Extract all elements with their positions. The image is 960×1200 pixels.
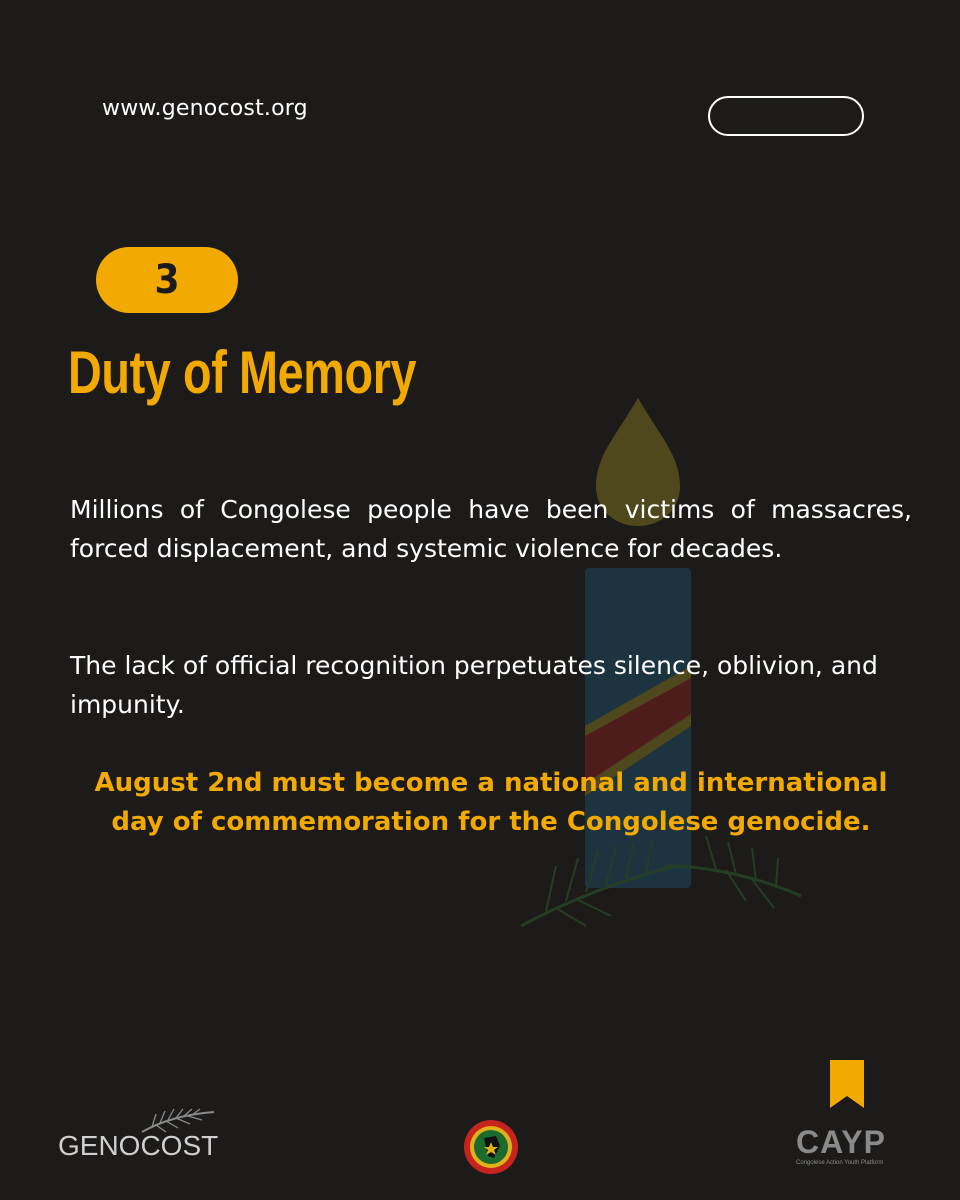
page-title: Duty of Memory (68, 339, 417, 406)
slide-number-badge (96, 247, 238, 313)
commemoration-statement: August 2nd must become a national and international day of commemoration for the Congolese genocide. (94, 768, 888, 837)
seal-icon (462, 1118, 520, 1176)
cayp-subtitle: Congolese Action Youth Platform (796, 1160, 884, 1166)
paragraph-recognition: The lack of official recognition perpetuates silence, oblivion, and impunity. (70, 651, 878, 719)
outline-pill (708, 96, 864, 136)
paragraph-victims: Millions of Congolese people have been victims of massacres, forced displacement, and systemic violence for decades. (70, 495, 912, 563)
cayp-wordmark: CAYP (796, 1124, 886, 1160)
cayp-logo (790, 1124, 910, 1174)
bookmark-icon[interactable] (830, 1060, 864, 1108)
slide-number: 3 (154, 257, 180, 303)
genocost-logo (58, 1108, 218, 1168)
website-url[interactable]: www.genocost.org (102, 96, 308, 121)
genocost-wordmark: GENOCOST (58, 1130, 219, 1161)
